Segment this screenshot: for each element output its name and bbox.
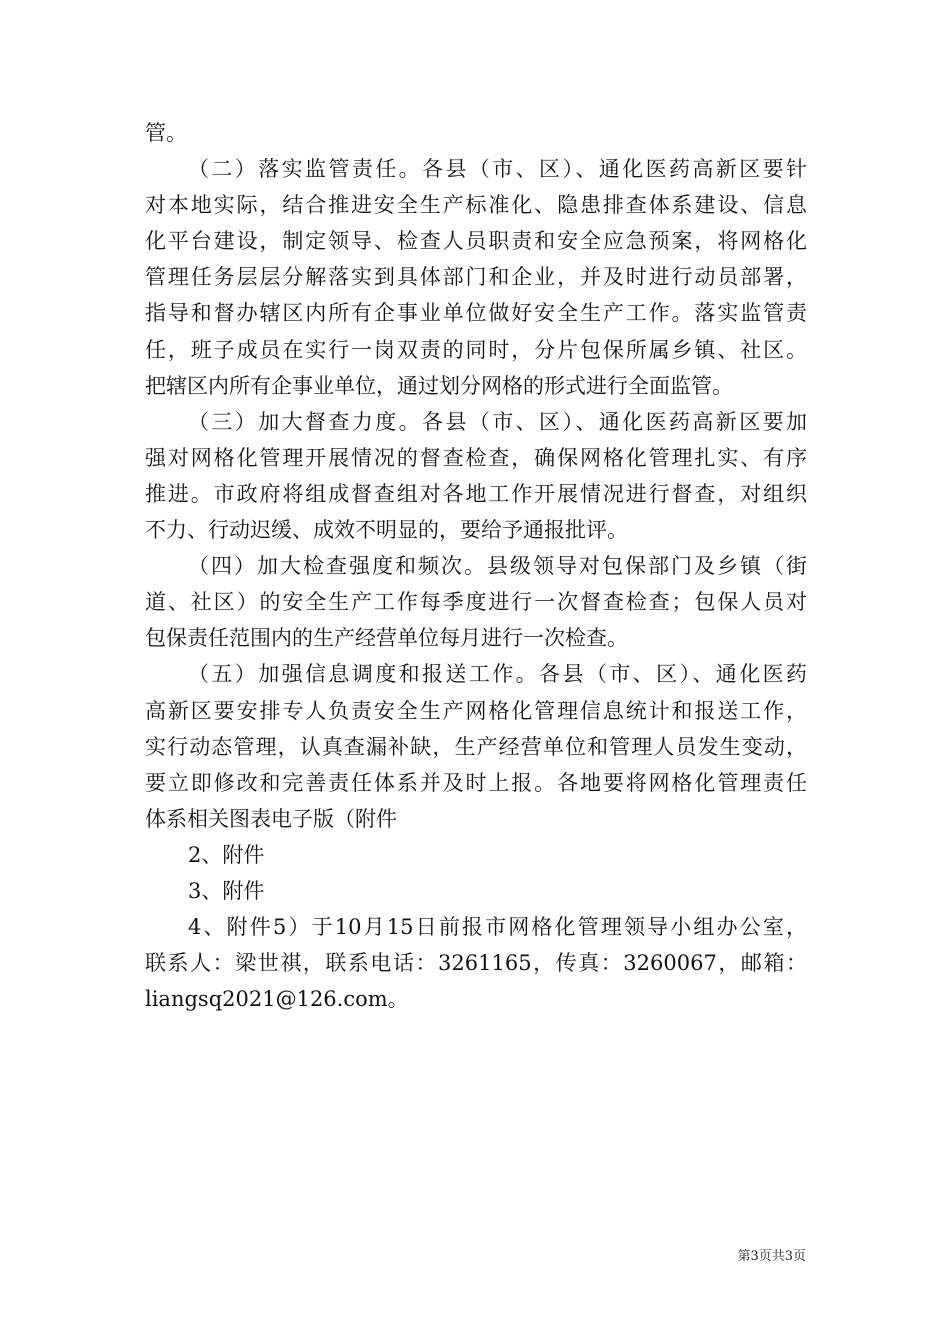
text-line: 高新区要安排专人负责安全生产网格化管理信息统计和报送工作， [145,698,807,723]
paragraph-continuation [145,115,807,151]
text-line: 把辖区内所有企事业单位，通过划分网格的形式进行全面监管。 [145,373,733,398]
paragraph-attachment-3 [145,873,807,909]
paragraph-section-2 [145,151,807,404]
paragraph-section-4 [145,548,807,656]
text-line: 体系相关图表电子版（附件 [145,806,397,831]
text-line: 强对网格化管理开展情况的督查检查，确保网格化管理扎实、有序 [145,445,807,470]
text-line: （二）落实监管责任。各县（市、区）、通化医药高新区要针 [188,157,807,182]
text-line: 任，班子成员在实行一岗双责的同时，分片包保所属乡镇、社区。 [145,337,807,362]
text-line: 管理任务层层分解落实到具体部门和企业，并及时进行动员部署， [145,265,807,290]
page-number: 第3页共3页 [737,1249,806,1264]
text-line: 实行动态管理，认真查漏补缺，生产经营单位和管理人员发生变动， [145,734,807,759]
paragraph-attachment-4 [145,909,807,1017]
document-body [145,115,807,1017]
text-line: 对本地实际，结合推进安全生产标准化、隐患排查体系建设、信息 [145,193,807,218]
paragraph-section-3 [145,404,807,548]
paragraph-attachment-2 [145,837,807,873]
email-text: liangsq2021@126.com。 [145,987,409,1012]
paragraph-section-5 [145,656,807,836]
text-line: （五）加强信息调度和报送工作。各县（市、区）、通化医药 [188,662,807,687]
text-line: 化平台建设，制定领导、检查人员职责和安全应急预案，将网格化 [145,229,807,254]
text-line: 4、附件5）于10月15日前报市网格化管理领导小组办公室， [188,915,807,940]
text-line: 指导和督办辖区内所有企事业单位做好安全生产工作。落实监管责 [145,301,807,326]
text-line: （四）加大检查强度和频次。县级领导对包保部门及乡镇（街 [188,554,807,579]
text-line: 3、附件 [188,878,265,903]
text-line: 包保责任范围内的生产经营单位每月进行一次检查。 [145,626,628,651]
text-line: 联系人：梁世祺，联系电话：3261165，传真：3260067，邮箱： [145,951,807,976]
text-line: 管。 [145,121,187,145]
text-line: （三）加大督查力度。各县（市、区）、通化医药高新区要加 [188,409,807,434]
text-line: 要立即修改和完善责任体系并及时上报。各地要将网格化管理责任 [145,770,807,795]
text-line: 推进。市政府将组成督查组对各地工作开展情况进行督查，对组织 [145,481,807,506]
text-line: 2、附件 [188,842,265,867]
text-line: 道、社区）的安全生产工作每季度进行一次督查检查；包保人员对 [145,590,807,615]
text-line: 不力、行动迟缓、成效不明显的，要给予通报批评。 [145,518,628,543]
